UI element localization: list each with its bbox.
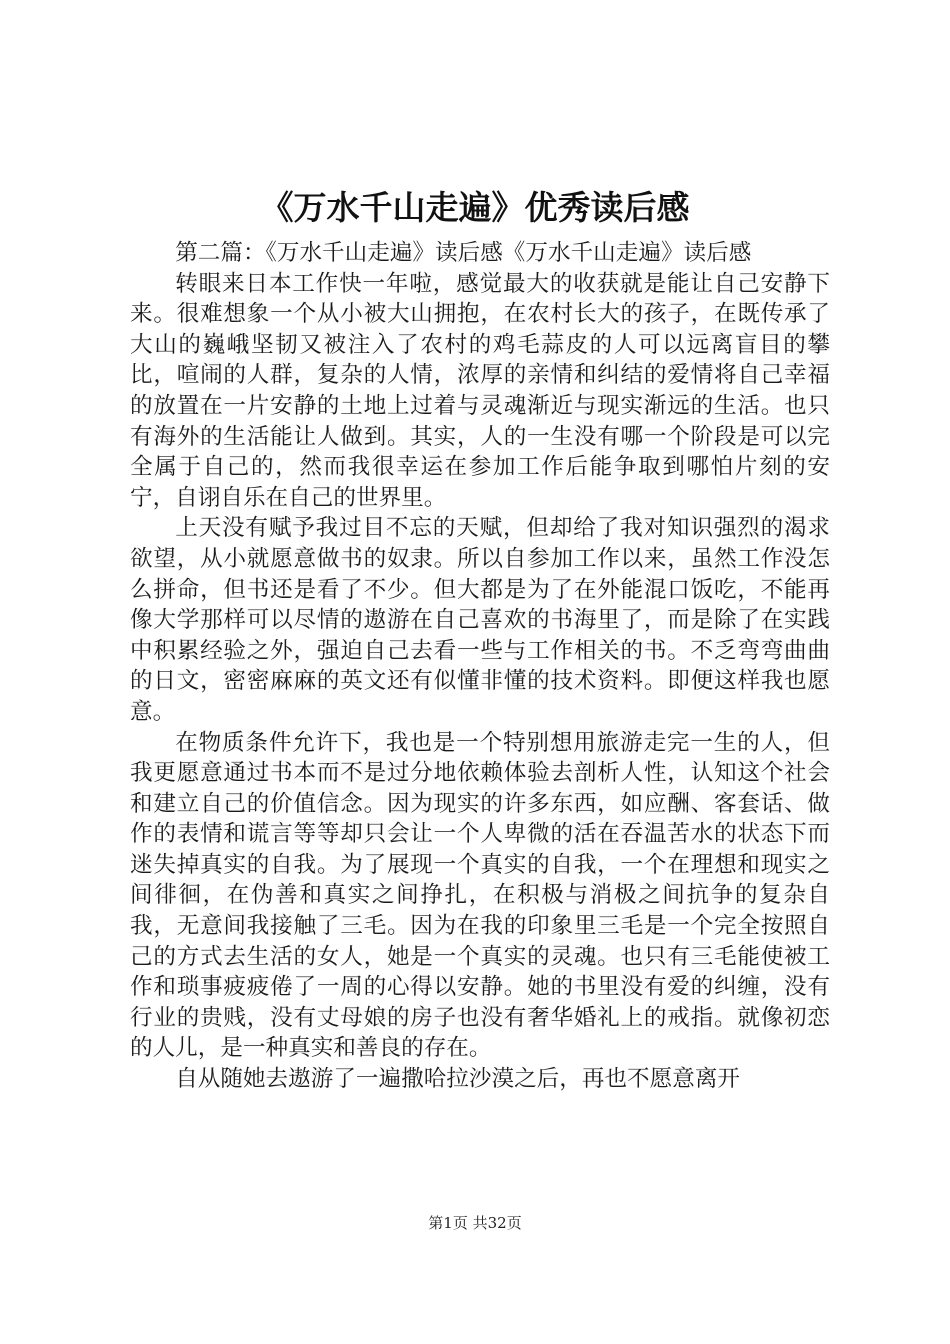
paragraph: 转眼来日本工作快一年啦，感觉最大的收获就是能让自己安静下来。很难想象一个从小被大山拥抱，在农村长大的孩子，在既传承了大山的巍峨坚韧又被注入了农村的鸡毛蒜皮的人可以远离盲目的攀比，喧闹的人群，复杂的人情，浓厚的亲情和纠结的爱情将自己幸福的放置在一片安静的土地上过着与灵魂渐近与现实渐远的生活。也只有海外的生活能让人做到。其实，人的一生没有哪一个阶段是可以完全属于自己的，然而我很幸运在参加工作后能争取到哪怕片刻的安宁，自诩自乐在自己的世界里。 <box>130 270 830 511</box>
paragraph: 自从随她去遨游了一遍撒哈拉沙漠之后，再也不愿意离开 <box>175 1066 741 1093</box>
page-number-footer: 第1页 共32页 <box>428 1214 522 1232</box>
paragraph: 上天没有赋予我过目不忘的天赋，但却给了我对知识强烈的渴求欲望，从小就愿意做书的奴隶。所以自参加工作以来，虽然工作没怎么拼命，但书还是看了不少。但大都是为了在外能混口饭吃，不能再像大学那样可以尽情的遨游在自己喜欢的书海里了，而是除了在实践中积累经验之外，强迫自己去看一些与工作相关的书。不乏弯弯曲曲的日文，密密麻麻的英文还有似懂非懂的技术资料。即便这样我也愿意。 <box>130 515 830 725</box>
document-body <box>130 238 830 1095</box>
paragraph: 在物质条件允许下，我也是一个特别想用旅游走完一生的人，但我更愿意通过书本而不是过分地依赖体验去剖析人性，认知这个社会和建立自己的价值信念。因为现实的许多东西，如应酬、客套话、做作的表情和谎言等等却只会让一个人卑微的活在吞温苦水的状态下而迷失掉真实的自我。为了展现一个真实的自我，一个在理想和现实之间徘徊，在伪善和真实之间挣扎，在积极与消极之间抗争的复杂自我，无意间我接触了三毛。因为在我的印象里三毛是一个完全按照自己的方式去生活的女人，她是一个真实的灵魂。也只有三毛能使被工作和琐事疲疲倦了一周的心得以安静。她的书里没有爱的纠缠，没有行业的贵贱，没有丈母娘的房子也没有奢华婚礼上的戒指。就像初恋的人儿，是一种真实和善良的存在。 <box>130 729 830 1062</box>
paragraph-subheading: 第二篇：《万水千山走遍》读后感《万水千山走遍》读后感 <box>175 240 752 266</box>
document-title: 《万水千山走遍》优秀读后感 <box>260 188 690 227</box>
